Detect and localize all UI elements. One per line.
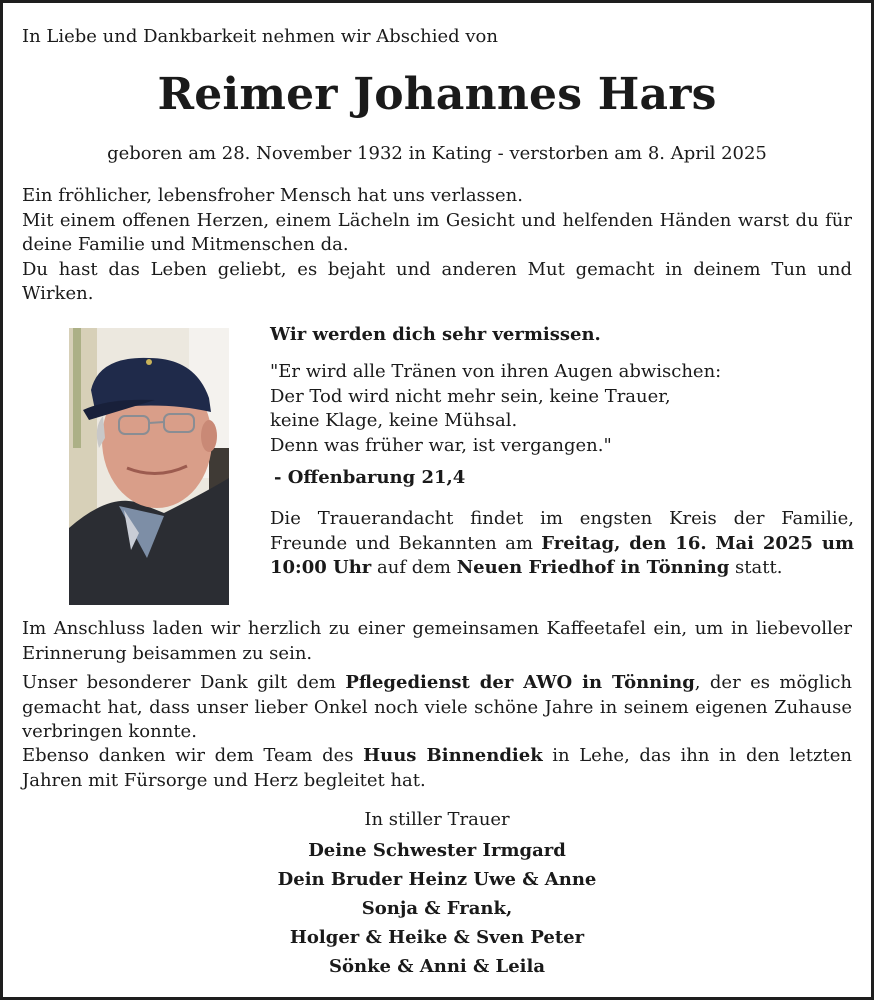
tribute-line-2: Mit einem offenen Herzen, einem Lächeln im Gesicht und helfenden Händen warst du für deine Familie und Mitmenschen da. <box>22 209 852 255</box>
coffee-paragraph: Im Anschluss laden wir herzlich zu einer gemeinsamen Kaffeetafel ein, um in liebevoller Erinnerung beisammen zu sein. <box>22 618 852 664</box>
signature-line-3: Sonja & Frank, <box>361 898 513 919</box>
tribute-paragraph <box>22 184 852 307</box>
service-date: Freitag, den 16. Mai 2025 um 10:00 Uhr <box>270 532 855 578</box>
thanks-paragraph-1 <box>22 671 852 745</box>
thanks-paragraph-2 <box>22 744 852 793</box>
verse-source: - Offenbarung 21,4 <box>274 467 466 488</box>
deceased-name: Reimer Johannes Hars <box>157 69 717 120</box>
service-text-3: statt. <box>729 557 783 578</box>
service-place: Neuen Friedhof in Tönning <box>456 557 730 578</box>
thanks2-organization: Huus Binnendiek <box>363 745 543 766</box>
signature-block <box>3 808 871 981</box>
verse-line-3: keine Klage, keine Mühsal. <box>270 410 518 431</box>
service-paragraph <box>270 507 854 581</box>
miss-line: Wir werden dich sehr vermissen. <box>270 324 601 345</box>
signature-line-2: Dein Bruder Heinz Uwe & Anne <box>277 869 597 890</box>
thanks1-text-2: , der es möglich gemacht hat, dass unser lieber Onkel noch viele schöne Jahre in seinem eigenen Zuhause verbringen konnte. <box>22 672 852 742</box>
intro-line: In Liebe und Dankbarkeit nehmen wir Abschied von <box>22 26 498 47</box>
verse-line-4: Denn was früher war, ist vergangen." <box>270 434 612 456</box>
service-text-1: Die Trauerandacht findet im engsten Kreis der Familie, Freunde und Bekannten am <box>270 508 854 554</box>
portrait-photo <box>69 328 229 605</box>
thanks1-organization: Pflegedienst der AWO in Tönning <box>345 672 695 693</box>
signature-line-5: Sönke & Anni & Leila <box>328 956 545 977</box>
signature-lead: In stiller Trauer <box>364 809 510 830</box>
tribute-line-3: Du hast das Leben geliebt, es bejaht und anderen Mut gemacht in deinem Tun und Wirken. <box>22 258 852 304</box>
thanks2-text-2: in Lehe, das ihn in den letzten Jahren mit Fürsorge und Herz begleitet hat. <box>22 745 852 791</box>
life-dates: geboren am 28. November 1932 in Kating - verstorben am 8. April 2025 <box>107 143 767 164</box>
tribute-line-1: Ein fröhlicher, lebensfroher Mensch hat uns verlassen. <box>22 185 523 206</box>
verse-line-1: "Er wird alle Tränen von ihren Augen abwischen: <box>270 361 722 382</box>
service-text-2: auf dem <box>371 557 457 578</box>
thanks1-text-1: Unser besonderer Dank gilt dem <box>22 672 346 693</box>
verse-line-2: Der Tod wird nicht mehr sein, keine Trauer, <box>270 385 671 407</box>
bible-verse <box>270 360 854 458</box>
thanks2-text-1: Ebenso danken wir dem Team des <box>22 745 364 766</box>
signature-line-4: Holger & Heike & Sven Peter <box>289 927 585 948</box>
signature-line-1: Deine Schwester Irmgard <box>308 840 566 861</box>
